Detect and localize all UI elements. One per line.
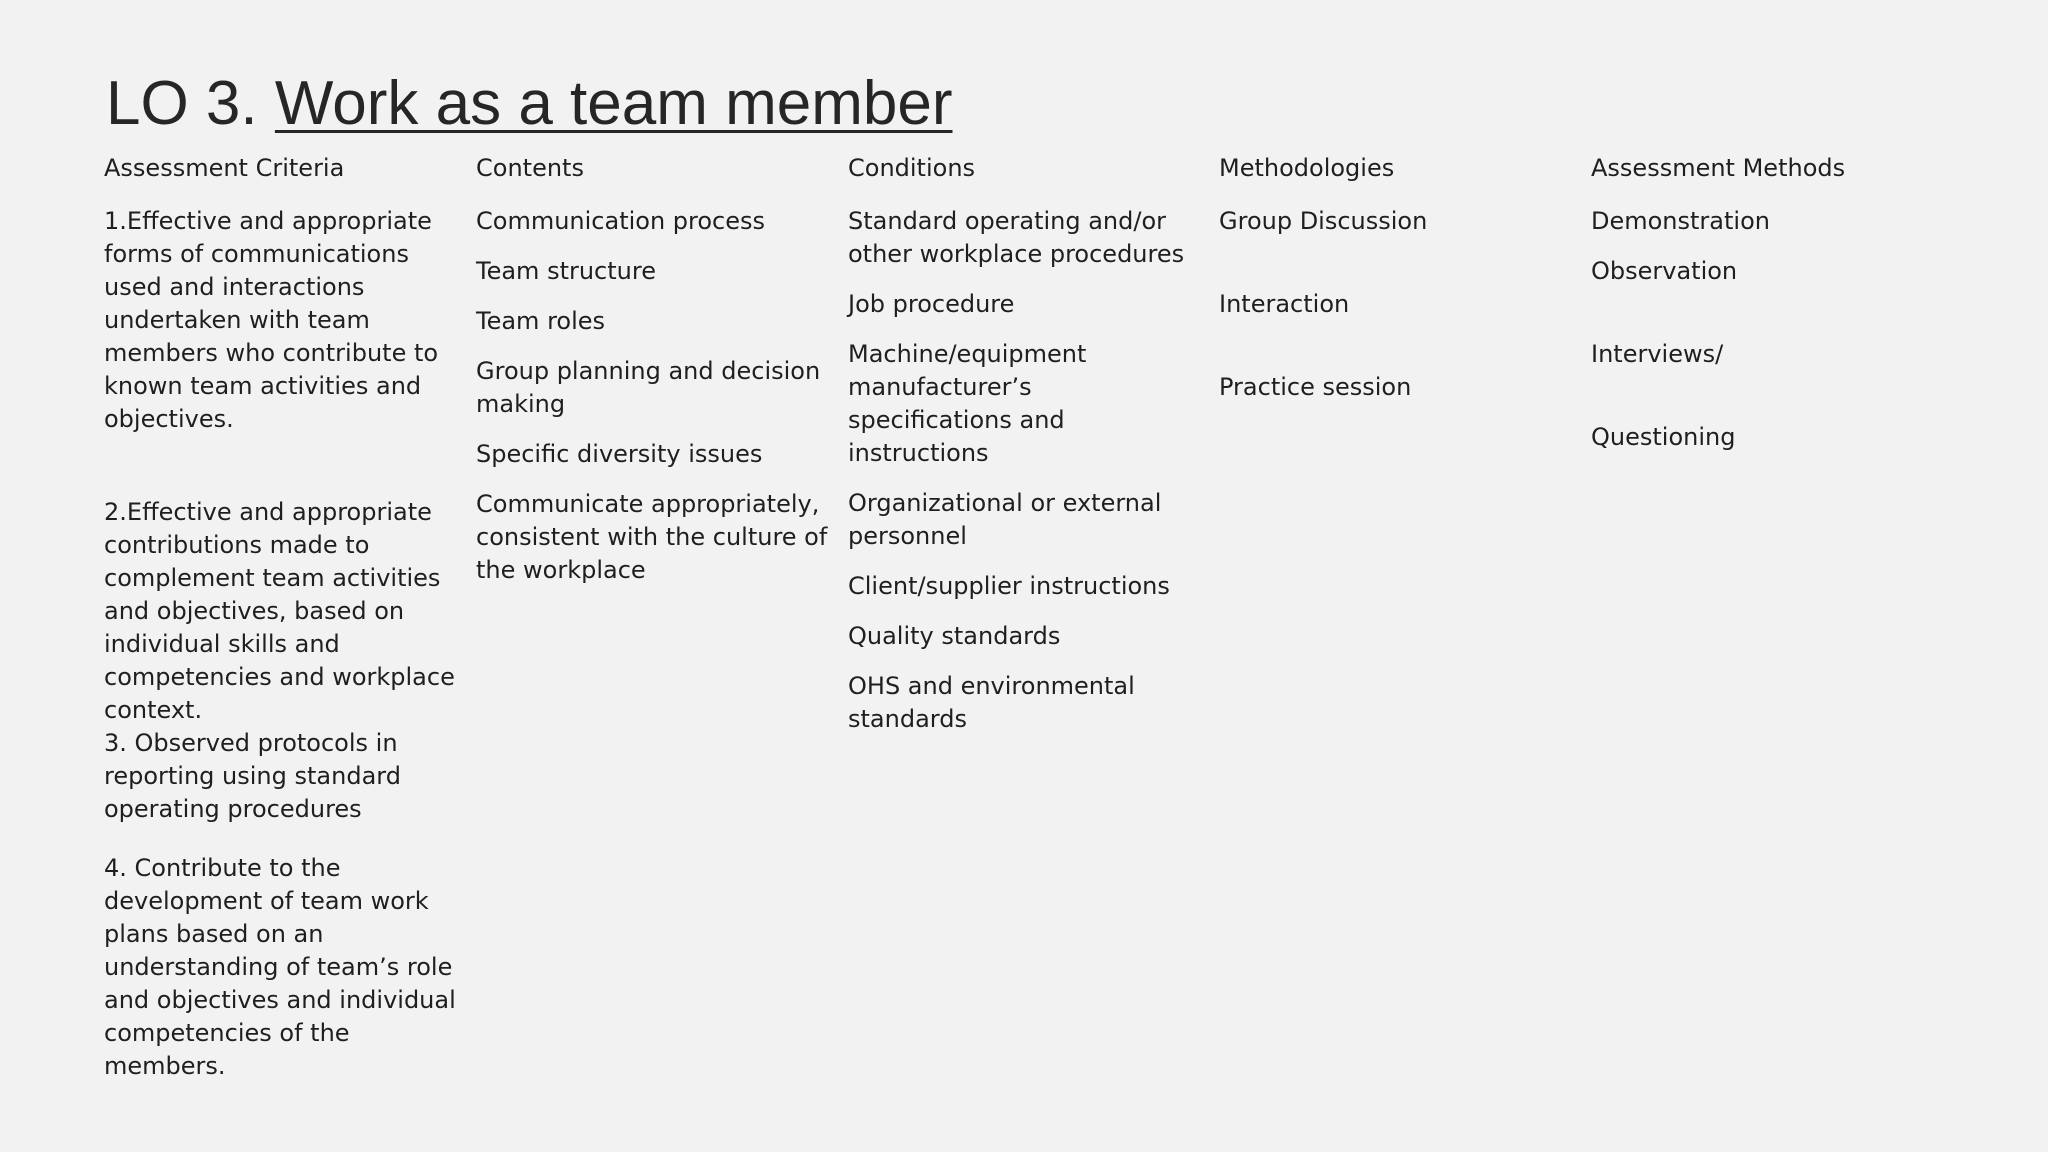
conditions-item: Standard operating and/or other workplace procedures [848,207,1185,268]
contents-item: Group planning and decision making [476,357,821,418]
methodologies-column [1219,152,1579,404]
conditions-header: Conditions [848,154,976,182]
title-main: Work as a team member [274,69,953,138]
conditions-item: Organizational or external personnel [848,489,1162,550]
assessment-method-item: Observation [1591,257,1738,285]
conditions-item: OHS and environmental standards [848,672,1135,733]
conditions-item: Client/supplier instructions [848,572,1170,600]
assessment-methods-column [1591,152,1951,454]
contents-item: Specific diversity issues [476,440,763,468]
assessment-criteria-header: Assessment Criteria [104,154,345,182]
assessment-methods-header: Assessment Methods [1591,154,1846,182]
contents-item: Team structure [476,257,656,285]
criterion-3: 3. Observed protocols in reporting using standard operating procedures [104,729,401,823]
contents-header: Contents [476,154,584,182]
criterion-4: 4. Contribute to the development of team work plans based on an understanding of team’s role and objectives and individual competencies of the members. [104,854,456,1080]
contents-column [476,152,831,604]
methodology-item: Group Discussion [1219,207,1428,235]
conditions-item: Quality standards [848,622,1061,650]
conditions-item: Machine/equipment manufacturer’s specifications and instructions [848,340,1087,467]
conditions-column [848,152,1203,753]
assessment-method-item: Questioning [1591,423,1736,451]
methodology-item: Practice session [1219,373,1412,401]
criterion-1: 1.Effective and appropriate forms of communications used and interactions undertaken with team members who contribute to known team activities and objectives. [104,207,439,433]
contents-item: Team roles [476,307,606,335]
conditions-item: Job procedure [848,290,1015,318]
contents-item: Communicate appropriately, consistent with the culture of the workplace [476,490,828,584]
criterion-2: 2.Effective and appropriate contributions made to complement team activities and objectives, based on individual skills and competencies and workplace context. [104,498,455,724]
contents-item: Communication process [476,207,766,235]
assessment-method-item: Demonstration [1591,207,1770,235]
slide-title [106,62,953,146]
assessment-criteria-column [104,152,464,1083]
assessment-method-item: Interviews/ [1591,340,1724,368]
methodology-item: Interaction [1219,290,1350,318]
methodologies-header: Methodologies [1219,154,1395,182]
title-prefix: LO 3. [106,69,275,138]
